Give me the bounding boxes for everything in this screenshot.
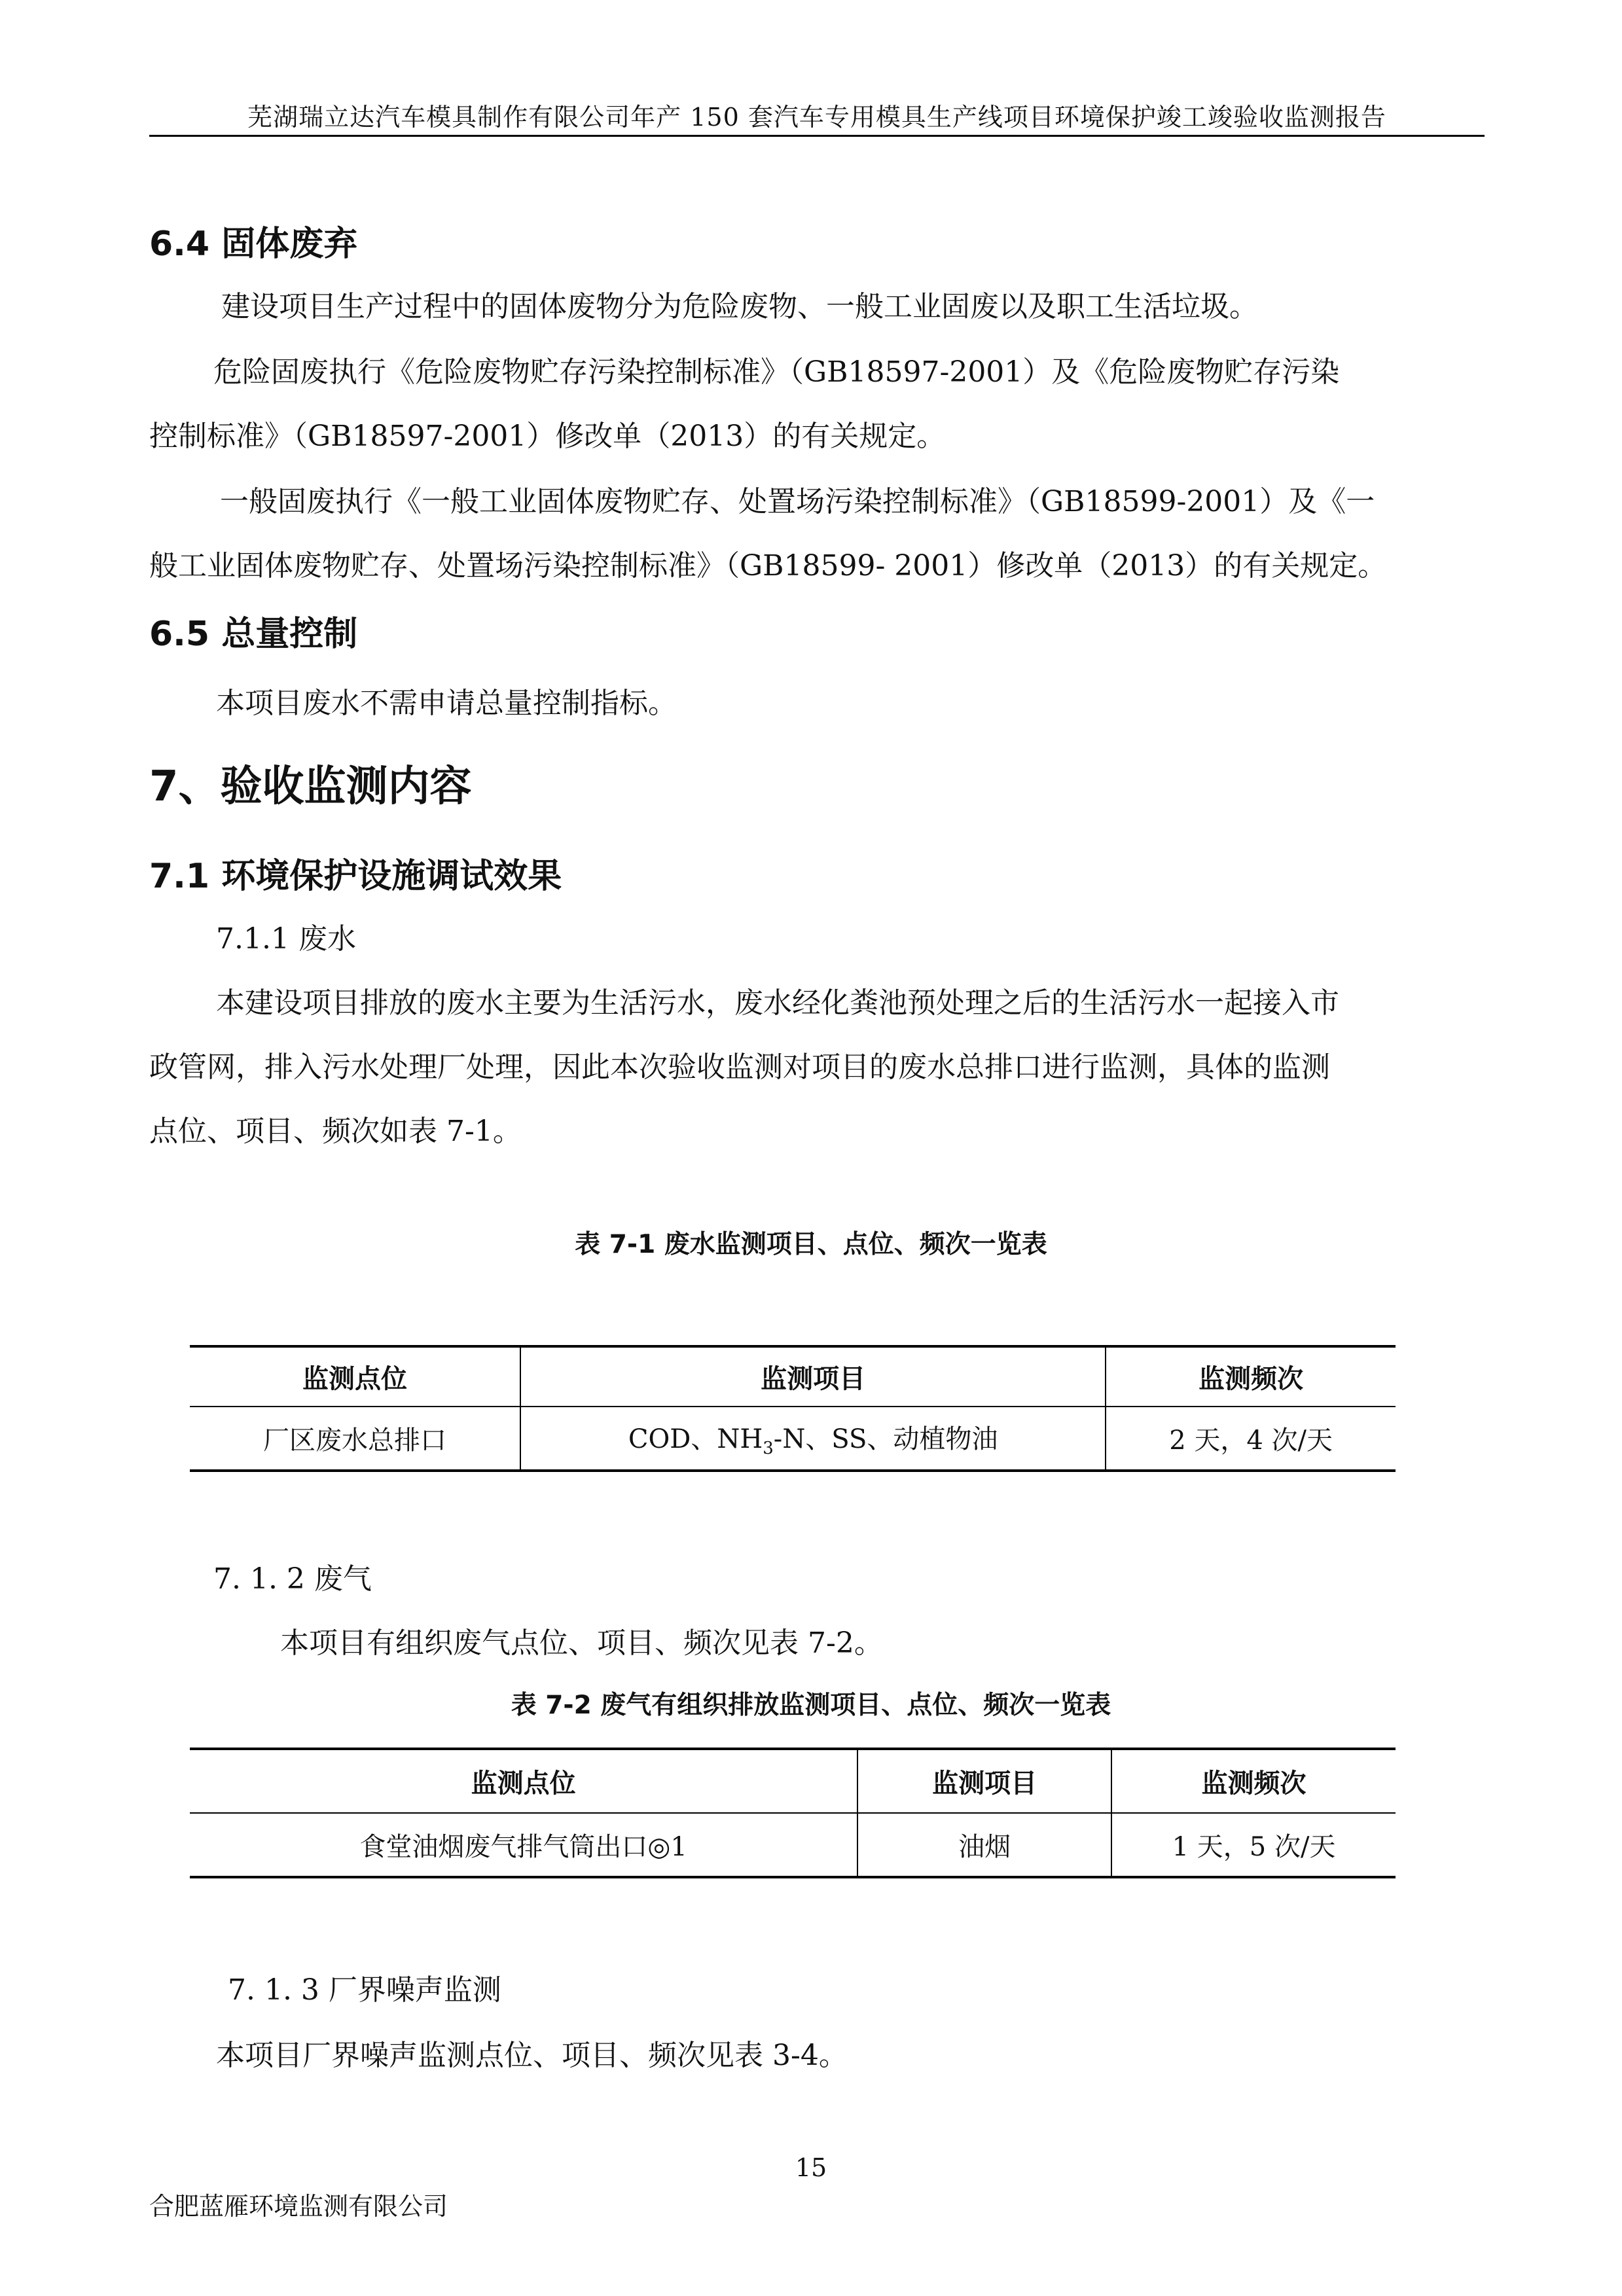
subsection-7-1-1-heading: 7.1.1 废水: [216, 922, 356, 956]
section-6-4-para2-line2: 控制标准》（GB18597-2001）修改单（2013）的有关规定。: [149, 420, 946, 453]
subsection-7-1-2-para: 本项目有组织废气点位、项目、频次见表 7-2。: [280, 1626, 883, 1660]
section-6-5-heading: 6.5 总量控制: [149, 615, 358, 654]
section-6-4-para3-line1: 一般固废执行《一般工业固体废物贮存、处置场污染控制标准》（GB18599-2001）及《一: [220, 485, 1375, 518]
section-7-1-heading: 7.1 环境保护设施调试效果: [149, 857, 562, 896]
section-6-5-para: 本项目废水不需申请总量控制指标。: [216, 687, 677, 720]
table-7-2-header-item: 监测项目: [857, 1749, 1111, 1813]
table-7-2-header-point: 监测点位: [190, 1749, 857, 1813]
table-7-1-item-sub: 3: [763, 1439, 774, 1458]
footer-company: 合肥蓝雁环境监测有限公司: [149, 2192, 448, 2221]
table-7-1-item-post: -N、SS、动植物油: [773, 1424, 998, 1454]
table-row: [190, 1813, 1396, 1877]
subsection-7-1-3-heading: 7. 1. 3 厂界噪声监测: [228, 1973, 501, 2007]
table-7-2: [190, 1748, 1396, 1878]
section-6-4-para1: 建设项目生产过程中的固体废物分为危险废物、一般工业固废以及职工生活垃圾。: [221, 290, 1258, 323]
table-7-2-caption: 表 7-2 废气有组织排放监测项目、点位、频次一览表: [511, 1691, 1111, 1720]
page-number: 15: [795, 2153, 827, 2182]
table-7-1-cell-point: 厂区废水总排口: [263, 1426, 447, 1456]
section-7-1-para-line2: 政管网，排入污水处理厂处理，因此本次验收监测对项目的废水总排口进行监测，具体的监测: [149, 1050, 1330, 1084]
table-7-1-item-pre: COD、NH: [628, 1424, 763, 1454]
table-7-1-caption: 表 7-1 废水监测项目、点位、频次一览表: [575, 1230, 1047, 1259]
table-7-1-header-freq: 监测频次: [1106, 1346, 1396, 1407]
table-7-1-header-row: [190, 1346, 1396, 1407]
section-7-1-para-line3: 点位、项目、频次如表 7-1。: [149, 1115, 522, 1148]
subsection-7-1-3-para: 本项目厂界噪声监测点位、项目、频次见表 3-4。: [216, 2039, 848, 2072]
table-7-2-header-freq: 监测频次: [1111, 1749, 1396, 1813]
report-header-title: 芜湖瑞立达汽车模具制作有限公司年产 150 套汽车专用模具生产线项目环境保护竣工竣验收监测报告: [247, 103, 1386, 132]
table-7-1-header-item: 监测项目: [520, 1346, 1106, 1407]
table-7-1: [190, 1345, 1396, 1472]
table-row: [190, 1407, 1396, 1471]
section-7-1-para-line1: 本建设项目排放的废水主要为生活污水，废水经化粪池预处理之后的生活污水一起接入市: [216, 986, 1339, 1020]
subsection-7-1-2-heading: 7. 1. 2 废气: [213, 1562, 372, 1596]
table-7-1-cell-freq: 2 天，4 次/天: [1106, 1407, 1396, 1471]
table-7-2-cell-freq: 1 天，5 次/天: [1111, 1813, 1396, 1877]
section-6-4-para2-line1: 危险固废执行《危险废物贮存污染控制标准》（GB18597-2001）及《危险废物贮存污染: [213, 355, 1340, 389]
table-7-1-header-point: 监测点位: [190, 1346, 520, 1407]
table-7-2-cell-point: 食堂油烟废气排气筒出口◎1: [359, 1832, 687, 1862]
section-7-heading: 7、验收监测内容: [149, 762, 472, 811]
section-6-4-heading: 6.4 固体废弃: [149, 224, 358, 264]
header-rule: [149, 135, 1485, 137]
section-6-4-para3-line2: 般工业固体废物贮存、处置场污染控制标准》（GB18599- 2001）修改单（2013）的有关规定。: [149, 549, 1387, 583]
table-7-2-cell-item: 油烟: [857, 1813, 1111, 1877]
table-7-1-cell-item: [520, 1407, 1106, 1471]
table-7-2-header-row: [190, 1749, 1396, 1813]
